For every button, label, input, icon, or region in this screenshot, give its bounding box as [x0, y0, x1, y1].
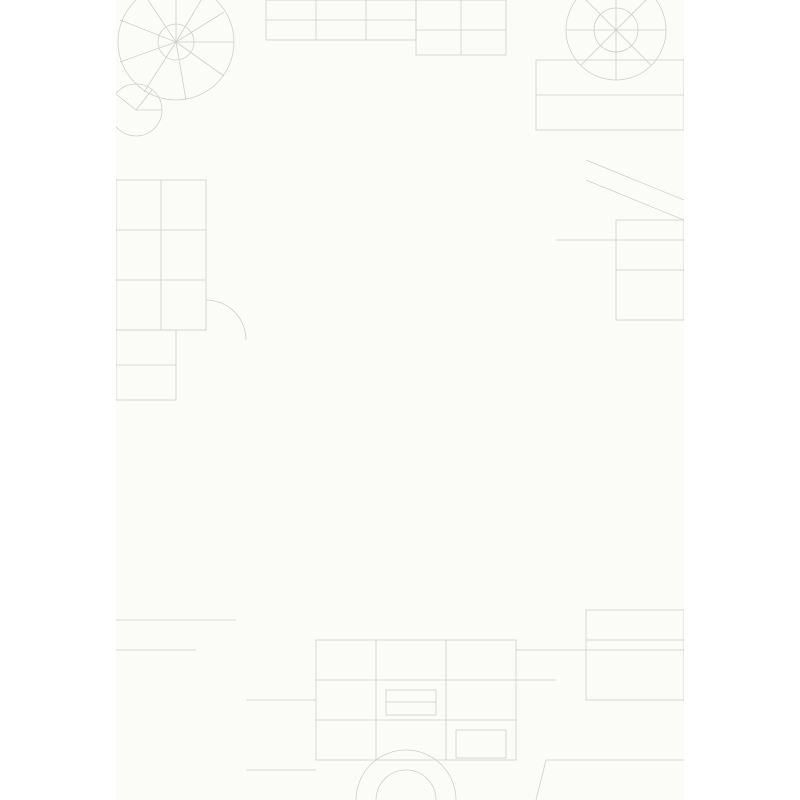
description — [174, 266, 629, 275]
back-cover — [116, 0, 684, 800]
blueprint-background — [116, 0, 684, 800]
